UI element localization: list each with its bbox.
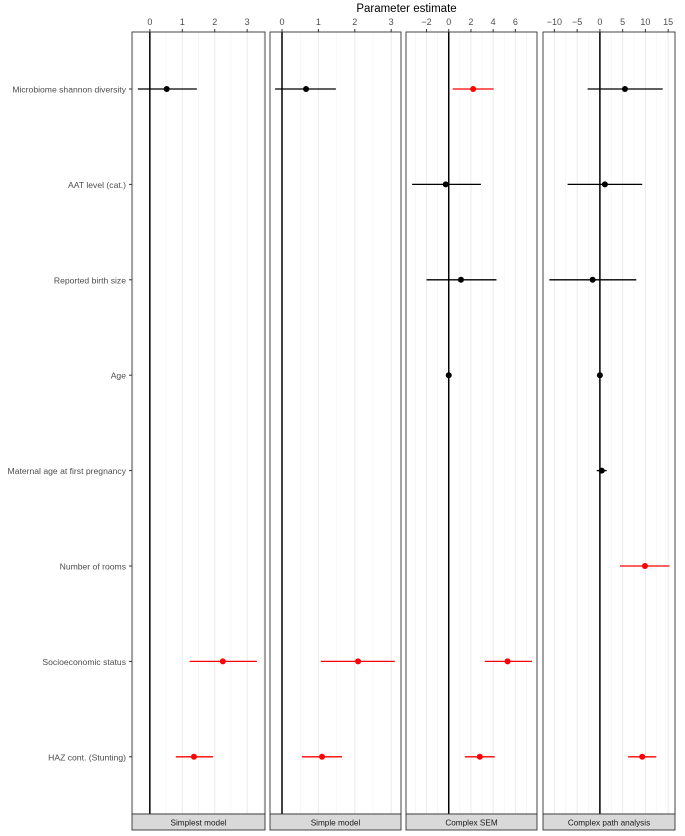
point-estimate [590, 277, 596, 283]
panel-simplest-model [132, 17, 265, 830]
x-tick-label: 1 [179, 17, 185, 27]
point-estimate [446, 372, 452, 378]
y-tick-label: AAT level (cat.) [68, 179, 126, 190]
x-tick-label: 0 [279, 17, 285, 27]
facet-label: Simplest model [170, 818, 227, 828]
y-tick-label: Maternal age at first pregnancy [7, 466, 126, 477]
y-tick-label: Reported birth size [53, 275, 126, 286]
point-estimate [505, 658, 511, 664]
x-tick-label: 0 [597, 17, 603, 27]
point-estimate [642, 563, 648, 569]
point-estimate [303, 86, 309, 92]
x-tick-label: −10 [546, 17, 563, 27]
x-tick-label: 10 [640, 17, 651, 27]
y-tick-label: Microbiome shannon diversity [12, 84, 126, 95]
x-tick-label: −5 [572, 17, 583, 27]
panel-complex-path-analysis [543, 17, 675, 830]
y-axis [8, 85, 132, 763]
facet-label: Complex SEM [445, 818, 498, 828]
point-estimate [602, 181, 608, 187]
panel-complex-sem [406, 17, 537, 830]
x-tick-label: 6 [512, 17, 518, 27]
point-estimate [470, 86, 476, 92]
point-estimate [458, 277, 464, 283]
point-estimate [597, 372, 603, 378]
point-estimate [599, 468, 605, 474]
x-tick-label: −2 [421, 17, 432, 27]
point-estimate [639, 754, 645, 760]
x-tick-label: 0 [147, 17, 153, 27]
point-estimate [443, 181, 449, 187]
x-tick-label: 1 [315, 17, 321, 27]
x-axis-title: Parameter estimate [356, 3, 457, 15]
x-tick-label: 15 [663, 17, 674, 27]
y-tick-label: Socioeconomic status [42, 656, 126, 667]
point-estimate [477, 754, 483, 760]
x-tick-label: 2 [468, 17, 474, 27]
panel-simple-model [270, 17, 401, 830]
point-estimate [191, 754, 197, 760]
x-tick-label: 2 [212, 17, 218, 27]
facet-label: Simple model [310, 818, 361, 828]
x-tick-label: 0 [446, 17, 452, 27]
x-tick-label: 5 [620, 17, 626, 27]
x-tick-label: 2 [352, 17, 358, 27]
point-estimate [164, 86, 170, 92]
facet-label: Complex path analysis [567, 818, 651, 828]
x-tick-label: 3 [244, 17, 250, 27]
x-tick-label: 3 [388, 17, 394, 27]
y-tick-label: Number of rooms [59, 561, 126, 572]
x-tick-label: 4 [490, 17, 496, 27]
y-tick-label: Age [110, 370, 126, 381]
point-estimate [355, 658, 361, 664]
point-estimate [319, 754, 325, 760]
point-estimate [220, 658, 226, 664]
y-tick-label: HAZ cont. (Stunting) [48, 752, 126, 763]
point-estimate [622, 86, 628, 92]
